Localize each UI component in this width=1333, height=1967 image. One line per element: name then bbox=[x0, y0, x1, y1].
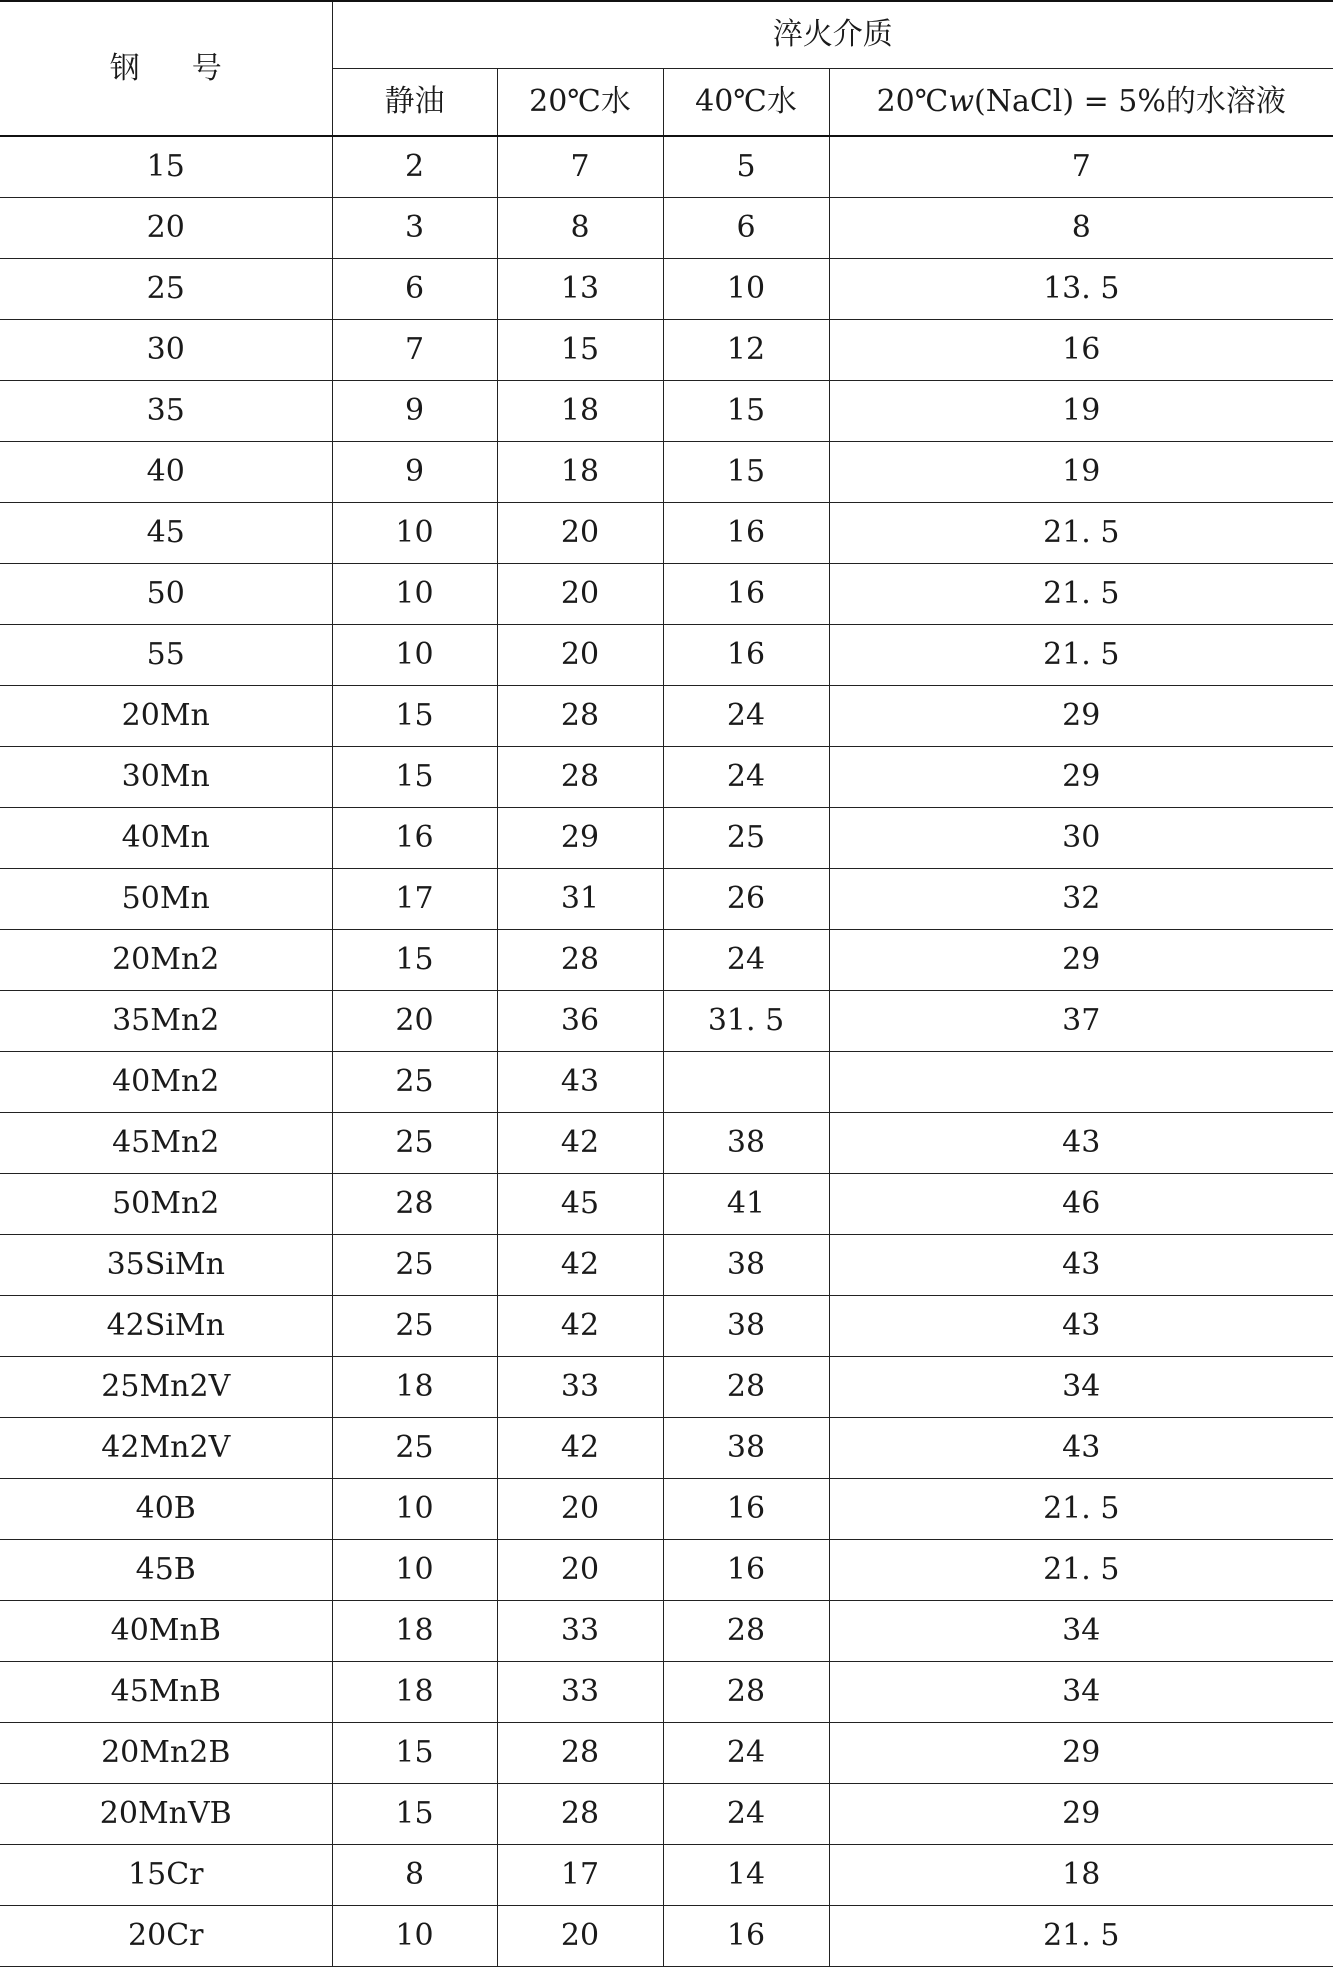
cell-water-20c: 20 bbox=[497, 1540, 663, 1601]
cell-water-40c bbox=[663, 1052, 829, 1113]
col-header-nacl-solution bbox=[829, 69, 1333, 137]
cell-nacl-solution: 19 bbox=[829, 381, 1333, 442]
cell-nacl-solution: 29 bbox=[829, 686, 1333, 747]
cell-nacl-solution: 34 bbox=[829, 1357, 1333, 1418]
cell-water-40c: 38 bbox=[663, 1418, 829, 1479]
cell-water-40c: 16 bbox=[663, 503, 829, 564]
cell-nacl-solution: 34 bbox=[829, 1662, 1333, 1723]
cell-still-oil: 18 bbox=[332, 1601, 497, 1662]
cell-still-oil: 15 bbox=[332, 747, 497, 808]
cell-nacl-solution: 29 bbox=[829, 1784, 1333, 1845]
cell-steel-grade: 40Mn bbox=[0, 808, 332, 869]
cell-nacl-solution: 37 bbox=[829, 991, 1333, 1052]
table-row bbox=[0, 1235, 1333, 1296]
cell-still-oil: 15 bbox=[332, 930, 497, 991]
cell-nacl-solution: 13. 5 bbox=[829, 259, 1333, 320]
cell-nacl-solution: 21. 5 bbox=[829, 1906, 1333, 1967]
cell-nacl-solution: 46 bbox=[829, 1174, 1333, 1235]
cell-steel-grade: 30 bbox=[0, 320, 332, 381]
cell-nacl-solution: 7 bbox=[829, 136, 1333, 198]
cell-water-20c: 20 bbox=[497, 503, 663, 564]
table-row bbox=[0, 259, 1333, 320]
cell-steel-grade: 35SiMn bbox=[0, 1235, 332, 1296]
cell-water-40c: 16 bbox=[663, 564, 829, 625]
cell-still-oil: 9 bbox=[332, 381, 497, 442]
cell-still-oil: 25 bbox=[332, 1296, 497, 1357]
cell-steel-grade: 15 bbox=[0, 136, 332, 198]
steel-grade-header bbox=[0, 1, 332, 136]
cell-nacl-solution: 43 bbox=[829, 1296, 1333, 1357]
cell-water-40c: 6 bbox=[663, 198, 829, 259]
cell-steel-grade: 45Mn2 bbox=[0, 1113, 332, 1174]
table-row bbox=[0, 1601, 1333, 1662]
nacl-suffix: (NaCl) = 5%的水溶液 bbox=[974, 84, 1286, 119]
cell-steel-grade: 45B bbox=[0, 1540, 332, 1601]
cell-water-40c: 26 bbox=[663, 869, 829, 930]
cell-still-oil: 9 bbox=[332, 442, 497, 503]
cell-water-40c: 15 bbox=[663, 381, 829, 442]
cell-steel-grade: 35Mn2 bbox=[0, 991, 332, 1052]
cell-still-oil: 18 bbox=[332, 1357, 497, 1418]
cell-water-40c: 31. 5 bbox=[663, 991, 829, 1052]
cell-nacl-solution: 8 bbox=[829, 198, 1333, 259]
cell-nacl-solution: 30 bbox=[829, 808, 1333, 869]
cell-steel-grade: 20Mn bbox=[0, 686, 332, 747]
cell-water-20c: 31 bbox=[497, 869, 663, 930]
cell-water-40c: 38 bbox=[663, 1235, 829, 1296]
cell-nacl-solution: 18 bbox=[829, 1845, 1333, 1906]
cell-nacl-solution: 16 bbox=[829, 320, 1333, 381]
cell-still-oil: 8 bbox=[332, 1845, 497, 1906]
cell-water-40c: 25 bbox=[663, 808, 829, 869]
cell-nacl-solution: 29 bbox=[829, 1723, 1333, 1784]
cell-water-20c: 42 bbox=[497, 1235, 663, 1296]
cell-still-oil: 18 bbox=[332, 1662, 497, 1723]
cell-water-40c: 24 bbox=[663, 1784, 829, 1845]
cell-still-oil: 25 bbox=[332, 1113, 497, 1174]
table-row bbox=[0, 1723, 1333, 1784]
cell-still-oil: 16 bbox=[332, 808, 497, 869]
table-row bbox=[0, 1113, 1333, 1174]
table-row bbox=[0, 686, 1333, 747]
cell-still-oil: 10 bbox=[332, 1906, 497, 1967]
quench-medium-header: 淬火介质 bbox=[332, 1, 1333, 69]
table-body bbox=[0, 1, 1333, 1967]
cell-water-40c: 28 bbox=[663, 1357, 829, 1418]
table-row bbox=[0, 136, 1333, 198]
cell-water-40c: 5 bbox=[663, 136, 829, 198]
cell-still-oil: 10 bbox=[332, 564, 497, 625]
cell-still-oil: 10 bbox=[332, 503, 497, 564]
cell-nacl-solution: 43 bbox=[829, 1235, 1333, 1296]
table-row bbox=[0, 869, 1333, 930]
col-header-water-20c: 20℃水 bbox=[497, 69, 663, 137]
cell-steel-grade: 35 bbox=[0, 381, 332, 442]
cell-water-20c: 28 bbox=[497, 747, 663, 808]
cell-still-oil: 15 bbox=[332, 686, 497, 747]
cell-still-oil: 25 bbox=[332, 1418, 497, 1479]
cell-nacl-solution: 43 bbox=[829, 1113, 1333, 1174]
cell-still-oil: 10 bbox=[332, 625, 497, 686]
table-row bbox=[0, 1296, 1333, 1357]
cell-nacl-solution: 29 bbox=[829, 930, 1333, 991]
cell-water-40c: 38 bbox=[663, 1113, 829, 1174]
cell-steel-grade: 50Mn2 bbox=[0, 1174, 332, 1235]
cell-steel-grade: 40 bbox=[0, 442, 332, 503]
table-row bbox=[0, 198, 1333, 259]
cell-water-40c: 16 bbox=[663, 1906, 829, 1967]
cell-still-oil: 28 bbox=[332, 1174, 497, 1235]
cell-steel-grade: 25Mn2V bbox=[0, 1357, 332, 1418]
cell-water-40c: 38 bbox=[663, 1296, 829, 1357]
cell-water-20c: 20 bbox=[497, 625, 663, 686]
table-row bbox=[0, 1784, 1333, 1845]
cell-water-20c: 18 bbox=[497, 442, 663, 503]
cell-water-20c: 29 bbox=[497, 808, 663, 869]
cell-steel-grade: 42SiMn bbox=[0, 1296, 332, 1357]
cell-still-oil: 7 bbox=[332, 320, 497, 381]
cell-steel-grade: 30Mn bbox=[0, 747, 332, 808]
cell-nacl-solution: 21. 5 bbox=[829, 1540, 1333, 1601]
cell-water-40c: 12 bbox=[663, 320, 829, 381]
cell-nacl-solution bbox=[829, 1052, 1333, 1113]
cell-water-40c: 15 bbox=[663, 442, 829, 503]
table-row bbox=[0, 991, 1333, 1052]
table-row bbox=[0, 320, 1333, 381]
cell-still-oil: 25 bbox=[332, 1235, 497, 1296]
cell-nacl-solution: 29 bbox=[829, 747, 1333, 808]
table-row bbox=[0, 930, 1333, 991]
nacl-prefix: 20℃ bbox=[876, 84, 949, 119]
cell-water-20c: 33 bbox=[497, 1357, 663, 1418]
table-row bbox=[0, 1845, 1333, 1906]
cell-steel-grade: 15Cr bbox=[0, 1845, 332, 1906]
cell-steel-grade: 20 bbox=[0, 198, 332, 259]
table-row bbox=[0, 442, 1333, 503]
cell-steel-grade: 55 bbox=[0, 625, 332, 686]
table-row bbox=[0, 625, 1333, 686]
cell-water-20c: 28 bbox=[497, 1784, 663, 1845]
cell-steel-grade: 20Mn2 bbox=[0, 930, 332, 991]
cell-still-oil: 3 bbox=[332, 198, 497, 259]
cell-water-20c: 43 bbox=[497, 1052, 663, 1113]
cell-still-oil: 15 bbox=[332, 1784, 497, 1845]
cell-nacl-solution: 43 bbox=[829, 1418, 1333, 1479]
cell-water-20c: 28 bbox=[497, 686, 663, 747]
cell-steel-grade: 50Mn bbox=[0, 869, 332, 930]
cell-water-40c: 16 bbox=[663, 1479, 829, 1540]
cell-still-oil: 25 bbox=[332, 1052, 497, 1113]
cell-still-oil: 20 bbox=[332, 991, 497, 1052]
table-row bbox=[0, 1662, 1333, 1723]
table-row bbox=[0, 808, 1333, 869]
cell-steel-grade: 40Mn2 bbox=[0, 1052, 332, 1113]
cell-nacl-solution: 21. 5 bbox=[829, 503, 1333, 564]
cell-water-20c: 33 bbox=[497, 1662, 663, 1723]
cell-water-40c: 28 bbox=[663, 1662, 829, 1723]
cell-water-20c: 20 bbox=[497, 1479, 663, 1540]
cell-steel-grade: 20Mn2B bbox=[0, 1723, 332, 1784]
cell-nacl-solution: 21. 5 bbox=[829, 625, 1333, 686]
cell-steel-grade: 25 bbox=[0, 259, 332, 320]
cell-still-oil: 15 bbox=[332, 1723, 497, 1784]
steel-grade-header-text: 钢号 bbox=[109, 50, 274, 86]
cell-steel-grade: 20Cr bbox=[0, 1906, 332, 1967]
cell-water-40c: 10 bbox=[663, 259, 829, 320]
table-row bbox=[0, 503, 1333, 564]
cell-water-40c: 14 bbox=[663, 1845, 829, 1906]
cell-water-20c: 20 bbox=[497, 1906, 663, 1967]
table-row bbox=[0, 1906, 1333, 1967]
cell-still-oil: 10 bbox=[332, 1540, 497, 1601]
cell-water-40c: 24 bbox=[663, 686, 829, 747]
cell-nacl-solution: 32 bbox=[829, 869, 1333, 930]
cell-water-20c: 42 bbox=[497, 1113, 663, 1174]
table-row bbox=[0, 564, 1333, 625]
cell-still-oil: 17 bbox=[332, 869, 497, 930]
cell-steel-grade: 40B bbox=[0, 1479, 332, 1540]
cell-water-40c: 16 bbox=[663, 1540, 829, 1601]
cell-steel-grade: 40MnB bbox=[0, 1601, 332, 1662]
cell-water-20c: 17 bbox=[497, 1845, 663, 1906]
col-header-still-oil: 静油 bbox=[332, 69, 497, 137]
cell-water-40c: 41 bbox=[663, 1174, 829, 1235]
cell-water-20c: 15 bbox=[497, 320, 663, 381]
cell-steel-grade: 45MnB bbox=[0, 1662, 332, 1723]
cell-water-40c: 24 bbox=[663, 930, 829, 991]
cell-water-40c: 28 bbox=[663, 1601, 829, 1662]
table-row bbox=[0, 1418, 1333, 1479]
cell-steel-grade: 20MnVB bbox=[0, 1784, 332, 1845]
cell-still-oil: 2 bbox=[332, 136, 497, 198]
cell-nacl-solution: 21. 5 bbox=[829, 564, 1333, 625]
cell-water-40c: 24 bbox=[663, 1723, 829, 1784]
col-header-water-40c: 40℃水 bbox=[663, 69, 829, 137]
cell-nacl-solution: 19 bbox=[829, 442, 1333, 503]
cell-water-20c: 7 bbox=[497, 136, 663, 198]
cell-still-oil: 10 bbox=[332, 1479, 497, 1540]
cell-nacl-solution: 21. 5 bbox=[829, 1479, 1333, 1540]
cell-water-40c: 24 bbox=[663, 747, 829, 808]
cell-water-20c: 42 bbox=[497, 1296, 663, 1357]
table-row bbox=[0, 747, 1333, 808]
cell-steel-grade: 50 bbox=[0, 564, 332, 625]
cell-water-20c: 8 bbox=[497, 198, 663, 259]
cell-steel-grade: 42Mn2V bbox=[0, 1418, 332, 1479]
table-row bbox=[0, 1052, 1333, 1113]
cell-water-20c: 13 bbox=[497, 259, 663, 320]
cell-nacl-solution: 34 bbox=[829, 1601, 1333, 1662]
nacl-w-symbol: w bbox=[948, 84, 974, 119]
cell-water-20c: 18 bbox=[497, 381, 663, 442]
table-row bbox=[0, 381, 1333, 442]
cell-water-20c: 42 bbox=[497, 1418, 663, 1479]
table-row bbox=[0, 1174, 1333, 1235]
cell-water-20c: 36 bbox=[497, 991, 663, 1052]
table-row bbox=[0, 1357, 1333, 1418]
cell-water-20c: 28 bbox=[497, 1723, 663, 1784]
header-row-1 bbox=[0, 1, 1333, 69]
cell-water-20c: 33 bbox=[497, 1601, 663, 1662]
cell-water-20c: 45 bbox=[497, 1174, 663, 1235]
cell-water-40c: 16 bbox=[663, 625, 829, 686]
cell-steel-grade: 45 bbox=[0, 503, 332, 564]
cell-water-20c: 20 bbox=[497, 564, 663, 625]
cell-still-oil: 6 bbox=[332, 259, 497, 320]
table-row bbox=[0, 1540, 1333, 1601]
cell-water-20c: 28 bbox=[497, 930, 663, 991]
table-row bbox=[0, 1479, 1333, 1540]
